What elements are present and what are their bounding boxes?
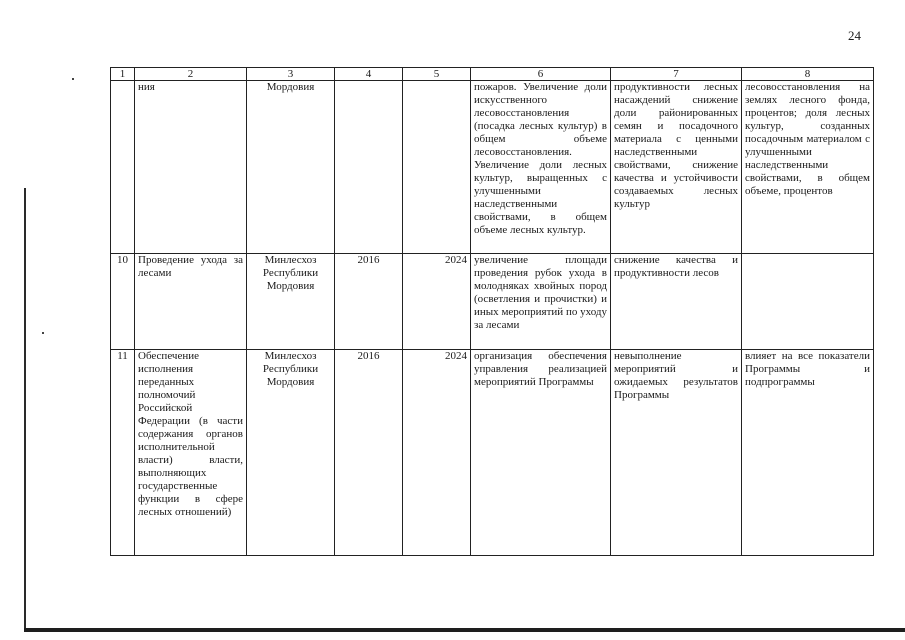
non-implementation-consequence: снижение качества и продуктивности лесов — [611, 254, 742, 350]
column-number: 1 — [111, 68, 135, 81]
indicator-relation: лесовосстановления на землях лесного фонда, процентов; доля лесных культур, созданных посадочным материалом с улучшенными наследственными свойствами, в общем объеме, процентов — [742, 81, 874, 254]
table-row — [111, 81, 874, 254]
end-year: 2024 — [403, 254, 471, 350]
column-number: 8 — [742, 68, 874, 81]
indicator-relation — [742, 254, 874, 350]
page-number: 24 — [848, 28, 861, 43]
scan-speck — [72, 78, 74, 80]
executor: Минлесхоз Республики Мордовия — [247, 254, 335, 350]
non-implementation-consequence: продуктивности лесных насаждений снижение доли районированных семян и посадочного материала с ценными наследственными свойствами, снижение качества и устойчивости создаваемых лесных культур — [611, 81, 742, 254]
non-implementation-consequence: невыполнение мероприятий и ожидаемых результатов Программы — [611, 350, 742, 556]
measure-name: Обеспечение исполнения переданных полномочий Российской Федерации (в части содержания органов исполнительной власти) власти, выполняющих государственные функции в сфере лесных отношений) — [135, 350, 247, 556]
executor: Мордовия — [247, 81, 335, 254]
scan-speck — [42, 332, 44, 334]
column-number: 5 — [403, 68, 471, 81]
end-year: 2024 — [403, 350, 471, 556]
column-number: 6 — [471, 68, 611, 81]
executor: Минлесхоз Республики Мордовия — [247, 350, 335, 556]
row-number: 10 — [111, 254, 135, 350]
column-number: 2 — [135, 68, 247, 81]
row-number: 11 — [111, 350, 135, 556]
program-measures-table — [110, 67, 874, 556]
table-row — [111, 350, 874, 556]
expected-result: увеличение площади проведения рубок ухода в молодняках хвойных пород (осветления и прочистки) и иных мероприятий по уходу за лесами — [471, 254, 611, 350]
column-number-row — [111, 68, 874, 81]
row-number — [111, 81, 135, 254]
scan-edge-left — [24, 188, 26, 630]
measure-name: Проведение ухода за лесами — [135, 254, 247, 350]
indicator-relation: влияет на все показатели Программы и подпрограммы — [742, 350, 874, 556]
measure-name: ния — [135, 81, 247, 254]
end-year — [403, 81, 471, 254]
expected-result: пожаров. Увеличение доли искусственного лесовосстановления (посадка лесных культур) в общем объеме лесовосстановления. Увеличение доли лесных культур, выращенных с улучшенными наследственными свойствами, в общем объеме лесных культур. — [471, 81, 611, 254]
start-year: 2016 — [335, 350, 403, 556]
start-year: 2016 — [335, 254, 403, 350]
column-number: 3 — [247, 68, 335, 81]
column-number: 4 — [335, 68, 403, 81]
start-year — [335, 81, 403, 254]
table-row — [111, 254, 874, 350]
scan-edge-bottom — [24, 628, 905, 632]
column-number: 7 — [611, 68, 742, 81]
expected-result: организация обеспечения управления реализацией мероприятий Программы — [471, 350, 611, 556]
